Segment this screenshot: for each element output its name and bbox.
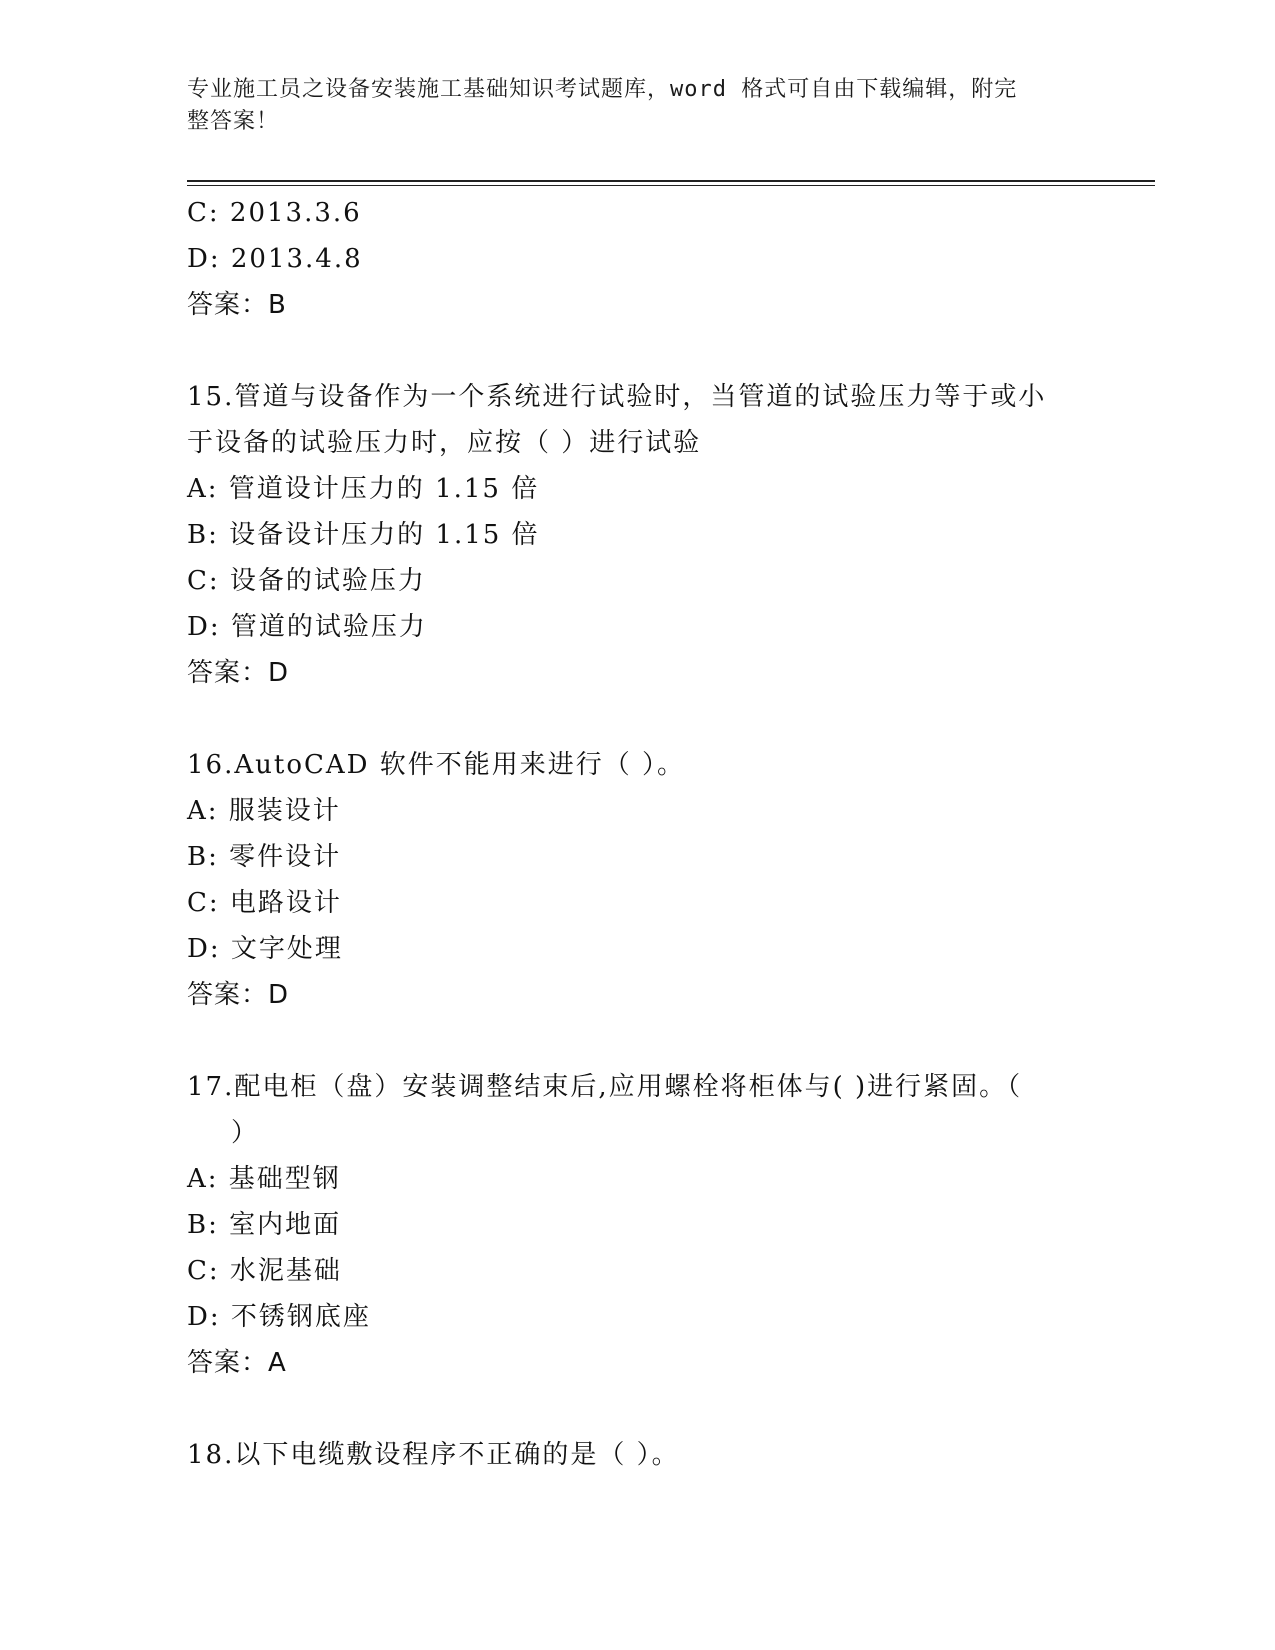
option-d: D: 文字处理	[187, 934, 343, 964]
option-b: B: 室内地面	[187, 1210, 342, 1240]
question-stem-line: 于设备的试验压力时，应按（ ）进行试验	[187, 428, 702, 458]
option-c: C: 设备的试验压力	[187, 566, 426, 596]
spacer	[187, 1018, 1087, 1064]
question-16	[187, 742, 1087, 1018]
option-a: A: 基础型钢	[187, 1164, 341, 1194]
document-header	[187, 74, 1067, 138]
option-c: C: 2013.3.6	[187, 198, 362, 228]
document-body	[187, 190, 1087, 1478]
question-14-tail	[187, 190, 1087, 328]
question-stem-line: 16.AutoCAD 软件不能用来进行（ ）。	[187, 750, 686, 780]
answer-line: 答案：D	[187, 980, 290, 1010]
answer-line: 答案：B	[187, 290, 287, 320]
answer-line: 答案：D	[187, 658, 290, 688]
option-d: D: 管道的试验压力	[187, 612, 427, 642]
question-stem-line: 18.以下电缆敷设程序不正确的是（ ）。	[187, 1440, 680, 1470]
spacer	[187, 696, 1087, 742]
option-d: D: 2013.4.8	[187, 244, 363, 274]
spacer	[187, 328, 1087, 374]
spacer	[187, 1386, 1087, 1432]
question-stem-line: ）	[231, 1118, 260, 1148]
option-a: A: 管道设计压力的 1.15 倍	[187, 474, 540, 504]
header-divider-thin	[187, 185, 1155, 186]
option-c: C: 水泥基础	[187, 1256, 342, 1286]
question-17	[187, 1064, 1087, 1386]
header-line-1: 专业施工员之设备安装施工基础知识考试题库，word 格式可自由下载编辑，附完	[187, 77, 1018, 102]
question-15	[187, 374, 1087, 696]
option-d: D: 不锈钢底座	[187, 1302, 371, 1332]
option-b: B: 零件设计	[187, 842, 342, 872]
option-a: A: 服装设计	[187, 796, 341, 826]
question-18	[187, 1432, 1087, 1478]
question-stem-line: 17.配电柜（盘）安装调整结束后,应用螺栓将柜体与( )进行紧固。（	[187, 1072, 1023, 1102]
question-stem-line: 15.管道与设备作为一个系统进行试验时，当管道的试验压力等于或小	[187, 382, 1047, 412]
header-divider-thick	[187, 180, 1155, 182]
option-b: B: 设备设计压力的 1.15 倍	[187, 520, 540, 550]
answer-line: 答案：A	[187, 1348, 287, 1378]
header-line-2: 整答案！	[187, 109, 280, 134]
option-c: C: 电路设计	[187, 888, 342, 918]
